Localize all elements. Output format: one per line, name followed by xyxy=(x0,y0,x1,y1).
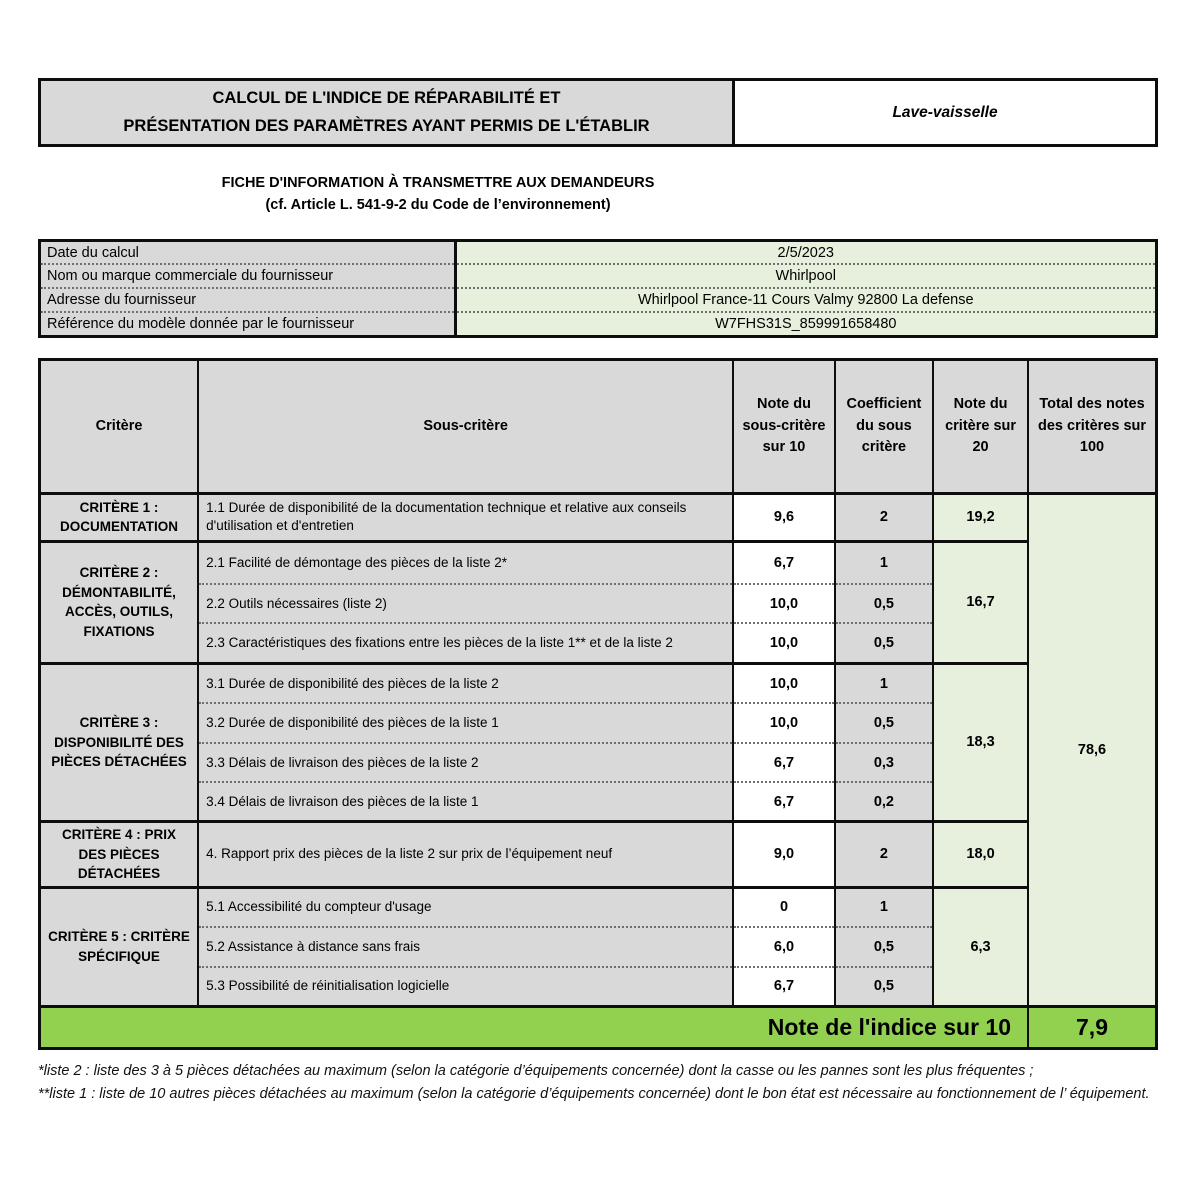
footnote-liste2: *liste 2 : liste des 3 à 5 pièces détachées au maximum (selon la catégorie d’équipements concernée) dont la casse ou les pannes sont les plus fréquentes ; xyxy=(38,1062,1034,1079)
coeff-2-3: 0,5 xyxy=(835,623,933,663)
critere-3-label: CRITÈRE 3 : DISPONIBILITÉ DES PIÈCES DÉTACHÉES xyxy=(40,663,199,821)
subcritere-3-1: 3.1 Durée de disponibilité des pièces de la liste 2 xyxy=(198,663,733,703)
subtitle xyxy=(38,172,838,217)
subcritere-3-2: 3.2 Durée de disponibilité des pièces de la liste 1 xyxy=(198,703,733,743)
note-2-3: 10,0 xyxy=(733,623,835,663)
subcritere-5-2: 5.2 Assistance à distance sans frais xyxy=(198,927,733,967)
coeff-1-1: 2 xyxy=(835,493,933,541)
note-3-4: 6,7 xyxy=(733,782,835,821)
subtitle-line2: (cf. Article L. 541-9-2 du Code de l’environnement) xyxy=(265,197,611,214)
note20-critere-1: 19,2 xyxy=(933,493,1028,541)
note20-critere-2: 16,7 xyxy=(933,541,1028,663)
criteria-header-row xyxy=(40,359,1157,493)
header-sous-critere: Sous-critère xyxy=(198,359,733,493)
index-label: Note de l'indice sur 10 xyxy=(40,1006,1029,1048)
info-row-model xyxy=(40,312,1157,336)
note-5-3: 6,7 xyxy=(733,967,835,1006)
coeff-3-3: 0,3 xyxy=(835,743,933,782)
coeff-2-2: 0,5 xyxy=(835,584,933,623)
table-row xyxy=(40,541,1157,584)
footnote-liste1: **liste 1 : liste de 10 autres pièces détachées au maximum (selon la catégorie d’équipements concernée) dont le bon état est nécessaire au fonctionnement de l’ équipement. xyxy=(38,1085,1150,1102)
critere-5-label: CRITÈRE 5 : CRITÈRE SPÉCIFIQUE xyxy=(40,887,199,1006)
info-label-brand: Nom ou marque commerciale du fournisseur xyxy=(40,264,456,288)
coeff-2-1: 1 xyxy=(835,541,933,584)
table-row xyxy=(40,663,1157,703)
note-3-2: 10,0 xyxy=(733,703,835,743)
total-notes-100: 78,6 xyxy=(1028,493,1156,1006)
header-total-100: Total des notes des critères sur 100 xyxy=(1028,359,1156,493)
info-label-date: Date du calcul xyxy=(40,240,456,264)
subcritere-4: 4. Rapport prix des pièces de la liste 2 sur prix de l’équipement neuf xyxy=(198,821,733,887)
subcritere-2-3: 2.3 Caractéristiques des fixations entre les pièces de la liste 1** et de la liste 2 xyxy=(198,623,733,663)
title-band xyxy=(38,78,1158,147)
subcritere-3-4: 3.4 Délais de livraison des pièces de la liste 1 xyxy=(198,782,733,821)
critere-4-label: CRITÈRE 4 : PRIX DES PIÈCES DÉTACHÉES xyxy=(40,821,199,887)
coeff-3-2: 0,5 xyxy=(835,703,933,743)
note-5-2: 6,0 xyxy=(733,927,835,967)
note20-critere-5: 6,3 xyxy=(933,887,1028,1006)
product-type-label: Lave-vaisselle xyxy=(735,81,1155,144)
note-2-2: 10,0 xyxy=(733,584,835,623)
coeff-5-2: 0,5 xyxy=(835,927,933,967)
coeff-3-1: 1 xyxy=(835,663,933,703)
table-row xyxy=(40,887,1157,927)
index-footer-row xyxy=(40,1006,1157,1048)
table-row xyxy=(40,821,1157,887)
page-title xyxy=(41,81,735,144)
page-title-line1: CALCUL DE L'INDICE DE RÉPARABILITÉ ET xyxy=(212,89,561,108)
table-row xyxy=(40,493,1157,541)
coeff-5-1: 1 xyxy=(835,887,933,927)
critere-1-label: CRITÈRE 1 : DOCUMENTATION xyxy=(40,493,199,541)
info-label-model: Référence du modèle donnée par le fournisseur xyxy=(40,312,456,336)
note20-critere-4: 18,0 xyxy=(933,821,1028,887)
info-row-address xyxy=(40,288,1157,312)
subtitle-line1: FICHE D'INFORMATION À TRANSMETTRE AUX DEMANDEURS xyxy=(221,175,655,191)
repairability-sheet xyxy=(38,0,1158,1106)
info-value-model: W7FHS31S_859991658480 xyxy=(455,312,1156,336)
info-label-address: Adresse du fournisseur xyxy=(40,288,456,312)
footnotes xyxy=(38,1060,1158,1106)
note-3-1: 10,0 xyxy=(733,663,835,703)
header-critere: Critère xyxy=(40,359,199,493)
coeff-3-4: 0,2 xyxy=(835,782,933,821)
subcritere-5-3: 5.3 Possibilité de réinitialisation logicielle xyxy=(198,967,733,1006)
note-5-1: 0 xyxy=(733,887,835,927)
criteria-table xyxy=(38,358,1158,1050)
header-note-critere-20: Note du critère sur 20 xyxy=(933,359,1028,493)
info-value-brand: Whirlpool xyxy=(455,264,1156,288)
subcritere-3-3: 3.3 Délais de livraison des pièces de la liste 2 xyxy=(198,743,733,782)
critere-2-label: CRITÈRE 2 : DÉMONTABILITÉ, ACCÈS, OUTILS, FIXATIONS xyxy=(40,541,199,663)
note-1-1: 9,6 xyxy=(733,493,835,541)
note-4: 9,0 xyxy=(733,821,835,887)
coeff-5-3: 0,5 xyxy=(835,967,933,1006)
note20-critere-3: 18,3 xyxy=(933,663,1028,821)
subcritere-5-1: 5.1 Accessibilité du compteur d'usage xyxy=(198,887,733,927)
coeff-4: 2 xyxy=(835,821,933,887)
subcritere-2-1: 2.1 Facilité de démontage des pièces de la liste 2* xyxy=(198,541,733,584)
page-title-line2: PRÉSENTATION DES PARAMÈTRES AYANT PERMIS DE L'ÉTABLIR xyxy=(123,116,650,135)
note-3-3: 6,7 xyxy=(733,743,835,782)
header-note-sous-critere: Note du sous-critère sur 10 xyxy=(733,359,835,493)
subcritere-1-1: 1.1 Durée de disponibilité de la documentation technique et relative aux conseils d'utilisation et d'entretien xyxy=(198,493,733,541)
info-value-date: 2/5/2023 xyxy=(455,240,1156,264)
supplier-info-table xyxy=(38,239,1158,338)
info-row-brand xyxy=(40,264,1157,288)
info-row-date xyxy=(40,240,1157,264)
header-coefficient: Coefficient du sous critère xyxy=(835,359,933,493)
subcritere-2-2: 2.2 Outils nécessaires (liste 2) xyxy=(198,584,733,623)
info-value-address: Whirlpool France-11 Cours Valmy 92800 La defense xyxy=(455,288,1156,312)
note-2-1: 6,7 xyxy=(733,541,835,584)
index-value: 7,9 xyxy=(1028,1006,1156,1048)
